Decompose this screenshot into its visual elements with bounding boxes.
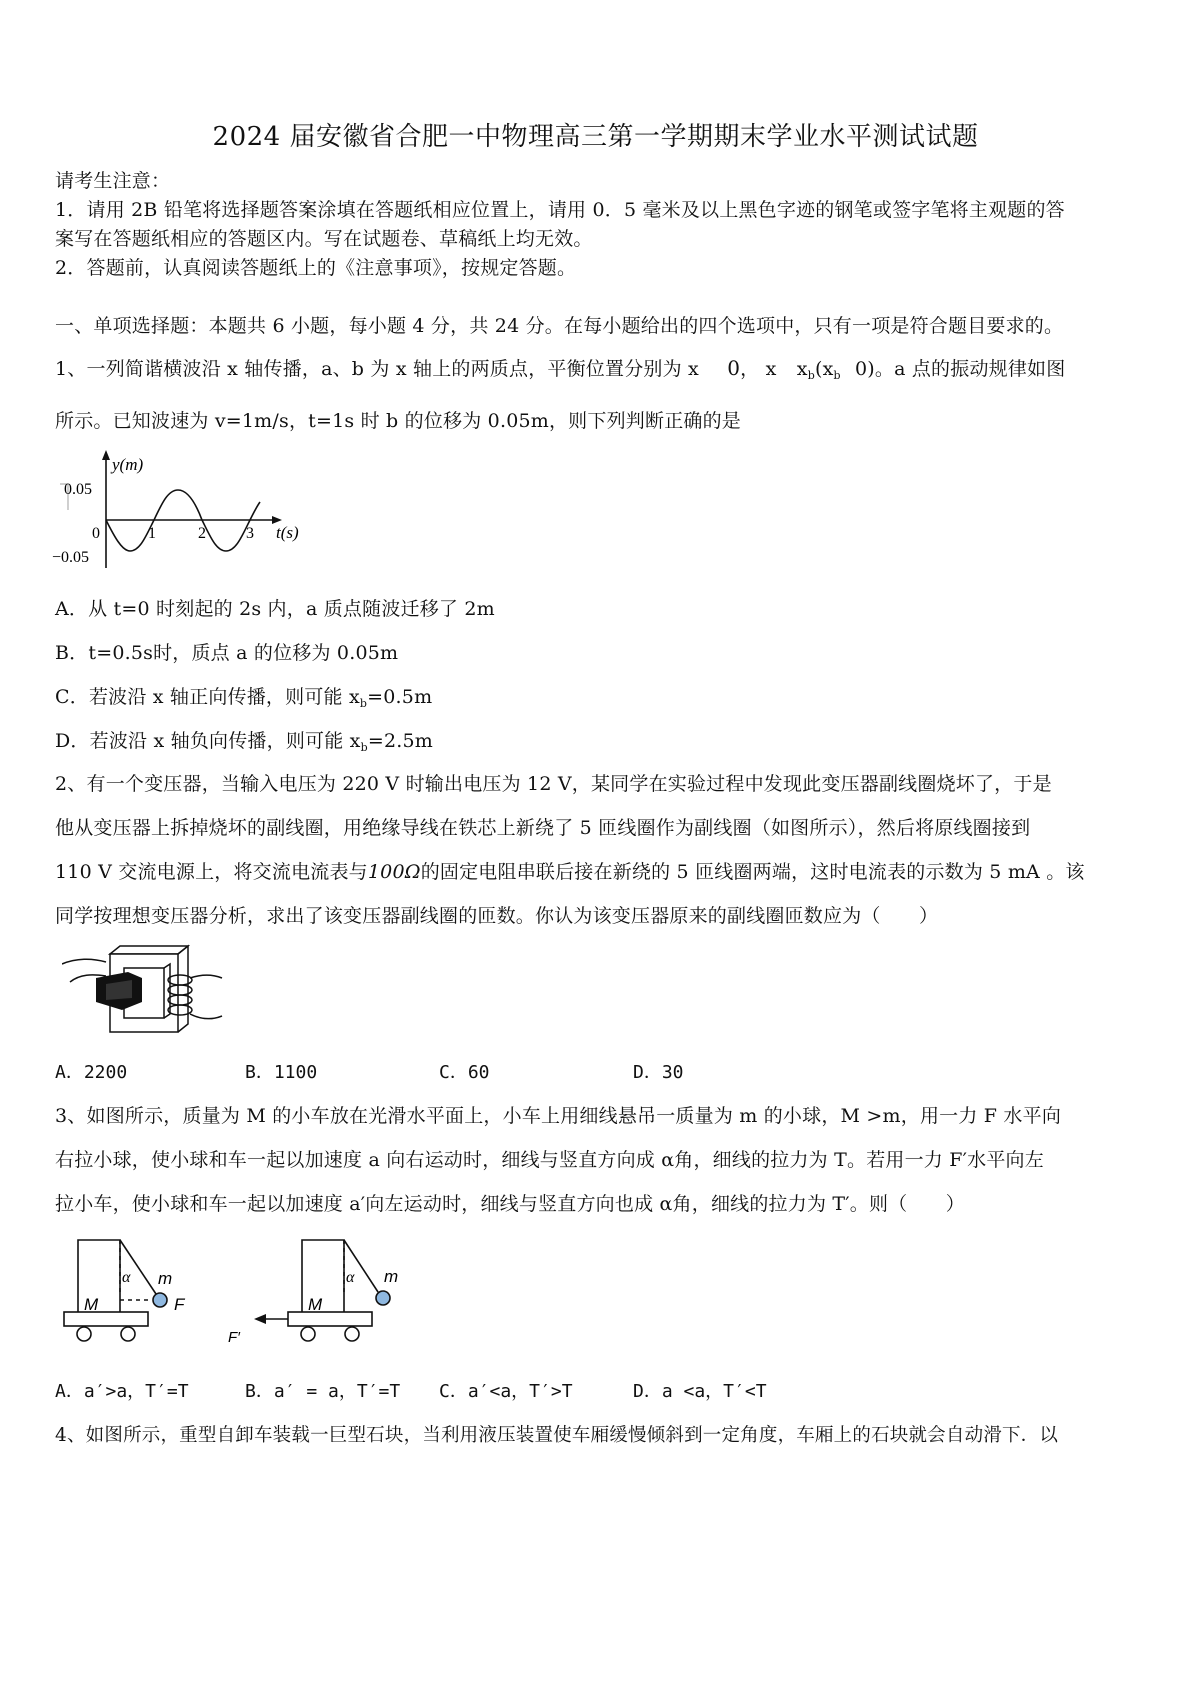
M-label-right: M bbox=[308, 1295, 323, 1314]
q3-option-b: B．a′ = a，T′=T bbox=[245, 1381, 401, 1402]
y-axis-label: y(m) bbox=[112, 455, 144, 474]
q1-zero: 0) bbox=[854, 358, 875, 380]
transformer-figure bbox=[62, 944, 232, 1044]
q1-eq-zero: 0 bbox=[727, 356, 741, 380]
q3-line-3: 拉小车，使小球和车一起以加速度 a′向左运动时，细线与竖直方向也成 α角，细线的拉力为 T′。则（ ） bbox=[55, 1193, 965, 1215]
q2-line-3-pre: 110 V 交流电源上，将交流电流表与 bbox=[55, 861, 368, 883]
q1-x: x bbox=[765, 358, 777, 380]
notice-heading: 请考生注意： bbox=[55, 170, 171, 192]
q2-option-d: D．30 bbox=[633, 1062, 684, 1083]
q1-option-c-value: =0.5m bbox=[367, 686, 433, 708]
m-label-left: m bbox=[158, 1269, 173, 1288]
M-label-left: M bbox=[84, 1295, 99, 1314]
q1-option-d bbox=[55, 729, 433, 760]
q1-line-1: 1、一列简谐横波沿 x 轴传播，a、b 为 x 轴上的两质点，平衡位置分别为 x 0， x $x_b(x_b$ 0)。a 点的振动规律如图 bbox=[55, 356, 1066, 382]
cart-figure-left bbox=[64, 1240, 167, 1341]
q3-line-1: 3、如图所示，质量为 M 的小车放在光滑水平面上，小车上用细线悬吊一质量为 m 的小球，M >m，用一力 F 水平向 bbox=[55, 1105, 1062, 1127]
ytick-positive: 0.05 bbox=[64, 481, 92, 498]
q2-option-c: C．60 bbox=[439, 1062, 490, 1083]
m-label-right: m bbox=[384, 1267, 399, 1286]
q1-option-a: A．从 t=0 时刻起的 2s 内，a 质点随波迁移了 2m bbox=[55, 598, 495, 620]
q1-option-d-value: =2.5m bbox=[367, 730, 433, 752]
q2-option-b: B．1100 bbox=[245, 1062, 318, 1083]
q1-option-c bbox=[55, 685, 432, 716]
force-Fp-label: F′ bbox=[228, 1329, 240, 1346]
xtick-2: 2 bbox=[198, 525, 206, 542]
q3-option-a: A．a′>a，T′=T bbox=[55, 1381, 189, 1402]
notice-line-3: 2．答题前，认真阅读答题纸上的《注意事项》，按规定答题。 bbox=[55, 257, 577, 279]
q1-paren: (x bbox=[814, 358, 834, 380]
notice-line-1: 1．请用 2B 铅笔将选择题答案涂填在答题纸相应位置上，请用 0．5 毫米及以上黑色字迹的钢笔或签字笔将主观题的答 bbox=[55, 199, 1065, 221]
q2-line-3-post: 的固定电阻串联后接在新绕的 5 匝线圈两端，这时电流表的示数为 5 mA 。该 bbox=[420, 861, 1085, 883]
q1-line-2: 所示。已知波速为 v=1m/s，t=1s 时 b 的位移为 0.05m，则下列判断正确的是 bbox=[55, 410, 741, 432]
q1-option-d-text: D．若波沿 x 轴负向传播，则可能 x bbox=[55, 730, 361, 752]
cart-pendulum-figures bbox=[58, 1234, 418, 1354]
q1-sub-b-2: b bbox=[833, 369, 841, 382]
q2-line-3 bbox=[55, 860, 1085, 884]
xtick-1: 1 bbox=[148, 525, 156, 542]
q3-line-2: 右拉小球，使小球和车一起以加速度 a 向右运动时，细线与竖直方向成 α角，细线的拉力为 T。若用一力 F′水平向左 bbox=[55, 1149, 1044, 1171]
force-F-label: F bbox=[174, 1295, 185, 1314]
q1-option-c-sub: b bbox=[359, 697, 368, 710]
q2-option-a: A．2200 bbox=[55, 1062, 128, 1083]
alpha-label-left: α bbox=[122, 1269, 131, 1286]
q1-xb: x bbox=[796, 358, 808, 380]
q1-option-c-text: C．若波沿 x 轴正向传播，则可能 x bbox=[55, 686, 360, 708]
q1-option-d-sub: b bbox=[360, 741, 368, 754]
alpha-label-right: α bbox=[346, 1269, 355, 1286]
q2-resistance: 100Ω bbox=[367, 861, 421, 883]
x-axis-label: t(s) bbox=[276, 523, 299, 542]
q1-option-b: B．t=0.5s时，质点 a 的位移为 0.05m bbox=[55, 642, 399, 664]
q4-line-1: 4、如图所示，重型自卸车装载一巨型石块，当利用液压装置使车厢缓慢倾斜到一定角度，车厢上的石块就会自动滑下．以 bbox=[55, 1425, 1059, 1446]
section-heading: 一、单项选择题：本题共 6 小题，每小题 4 分，共 24 分。在每小题给出的四个选项中，只有一项是符合题目要求的。 bbox=[55, 315, 1064, 337]
q2-line-2: 他从变压器上拆掉烧坏的副线圈，用绝缘导线在铁芯上新绕了 5 匝线圈作为副线圈（如图所示），然后将原线圈接到 bbox=[55, 817, 1031, 839]
q1-line-1-text: 1、一列简谐横波沿 x 轴传播，a、b 为 x 轴上的两质点，平衡位置分别为 x bbox=[55, 358, 699, 380]
force-arrow-left bbox=[254, 1314, 266, 1324]
cart-figure-right bbox=[264, 1240, 390, 1341]
q3-option-c: C．a′<a，T′>T bbox=[439, 1381, 573, 1402]
xtick-3: 3 bbox=[246, 525, 254, 542]
notice-line-2: 案写在答题纸相应的答题区内。写在试题卷、草稿纸上均无效。 bbox=[55, 228, 593, 250]
q1-vibration-graph bbox=[50, 448, 320, 578]
q3-option-d: D．a <a，T′<T bbox=[633, 1381, 767, 1402]
q1-line-1-tail: 。a 点的振动规律如图 bbox=[874, 358, 1066, 380]
ytick-negative: −0.05 bbox=[52, 549, 90, 566]
q1-sub-b-1: b bbox=[807, 369, 815, 382]
q2-line-1: 2、有一个变压器，当输入电压为 220 V 时输出电压为 12 V，某同学在实验过程中发现此变压器副线圈烧坏了，于是 bbox=[55, 773, 1052, 795]
q2-line-4: 同学按理想变压器分析，求出了该变压器副线圈的匝数。你认为该变压器原来的副线圈匝数应为（ ） bbox=[55, 905, 939, 927]
page-title: 2024 届安徽省合肥一中物理高三第一学期期末学业水平测试试题 bbox=[212, 122, 979, 152]
origin-label: 0 bbox=[92, 525, 100, 542]
